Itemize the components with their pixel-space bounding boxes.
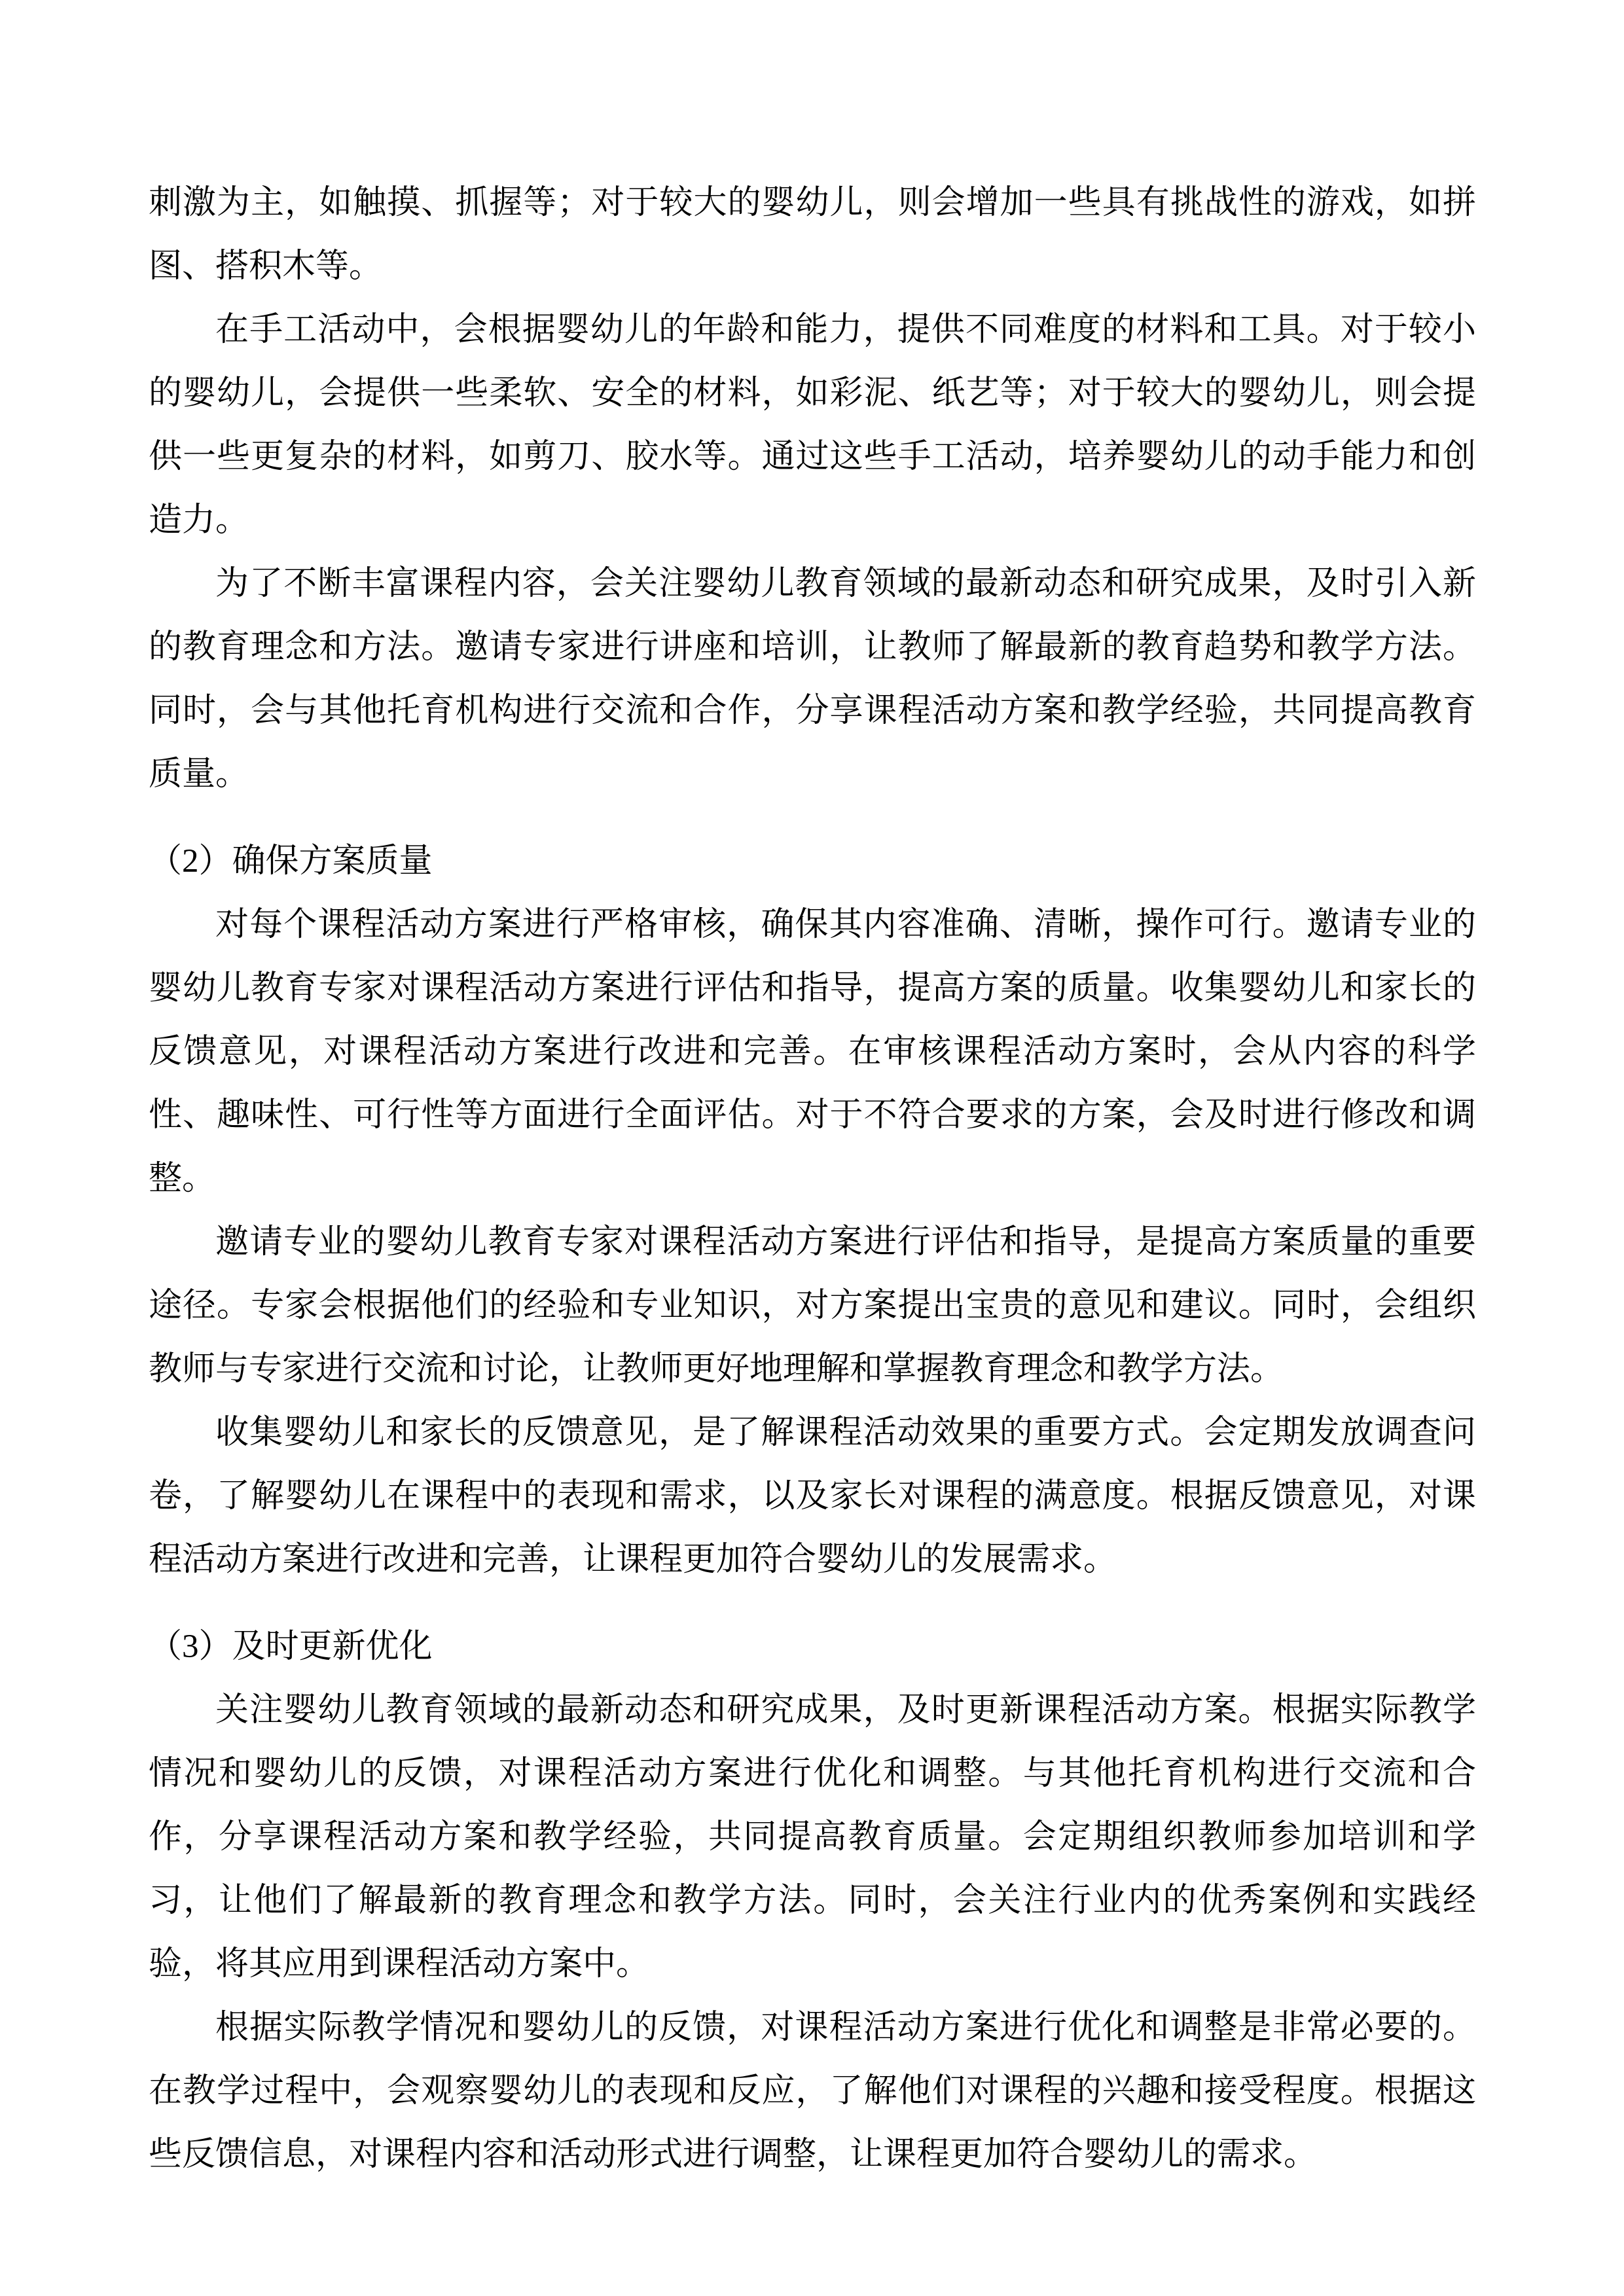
paragraph: 刺激为主，如触摸、抓握等；对于较大的婴幼儿，则会增加一些具有挑战性的游戏，如拼图、搭积木等。 (149, 185, 1476, 285)
document-content (149, 171, 1476, 2187)
section-heading: （2）确保方案质量 (149, 843, 433, 880)
paragraph: 邀请专业的婴幼儿教育专家对课程活动方案进行评估和指导，是提高方案质量的重要途径。专家会根据他们的经验和专业知识，对方案提出宝贵的意见和建议。同时，会组织教师与专家进行交流和讨论，让教师更好地理解和掌握教育理念和教学方法。 (149, 1224, 1476, 1388)
paragraph: 收集婴幼儿和家长的反馈意见，是了解课程活动效果的重要方式。会定期发放调查问卷，了解婴幼儿在课程中的表现和需求，以及家长对课程的满意度。根据反馈意见，对课程活动方案进行改进和完善，让课程更加符合婴幼儿的发展需求。 (149, 1414, 1476, 1578)
paragraph: 根据实际教学情况和婴幼儿的反馈，对课程活动方案进行优化和调整是非常必要的。在教学过程中，会观察婴幼儿的表现和反应，了解他们对课程的兴趣和接受程度。根据这些反馈信息，对课程内容和活动形式进行调整，让课程更加符合婴幼儿的需求。 (149, 2009, 1476, 2173)
paragraph: 在手工活动中，会根据婴幼儿的年龄和能力，提供不同难度的材料和工具。对于较小的婴幼儿，会提供一些柔软、安全的材料，如彩泥、纸艺等；对于较大的婴幼儿，则会提供一些更复杂的材料，如剪刀、胶水等。通过这些手工活动，培养婴幼儿的动手能力和创造力。 (149, 312, 1476, 539)
paragraph: 为了不断丰富课程内容，会关注婴幼儿教育领域的最新动态和研究成果，及时引入新的教育理念和方法。邀请专家进行讲座和培训，让教师了解最新的教育趋势和教学方法。同时，会与其他托育机构进行交流和合作，分享课程活动方案和教学经验，共同提高教育质量。 (149, 565, 1476, 793)
paragraph: 关注婴幼儿教育领域的最新动态和研究成果，及时更新课程活动方案。根据实际教学情况和婴幼儿的反馈，对课程活动方案进行优化和调整。与其他托育机构进行交流和合作，分享课程活动方案和教学经验，共同提高教育质量。会定期组织教师参加培训和学习，让他们了解最新的教育理念和教学方法。同时，会关注行业内的优秀案例和实践经验，将其应用到课程活动方案中。 (149, 1692, 1476, 1982)
paragraph: 对每个课程活动方案进行严格审核，确保其内容准确、清晰，操作可行。邀请专业的婴幼儿教育专家对课程活动方案进行评估和指导，提高方案的质量。收集婴幼儿和家长的反馈意见，对课程活动方案进行改进和完善。在审核课程活动方案时，会从内容的科学性、趣味性、可行性等方面进行全面评估。对于不符合要求的方案，会及时进行修改和调整。 (149, 906, 1476, 1197)
section-heading: （3）及时更新优化 (149, 1628, 433, 1665)
